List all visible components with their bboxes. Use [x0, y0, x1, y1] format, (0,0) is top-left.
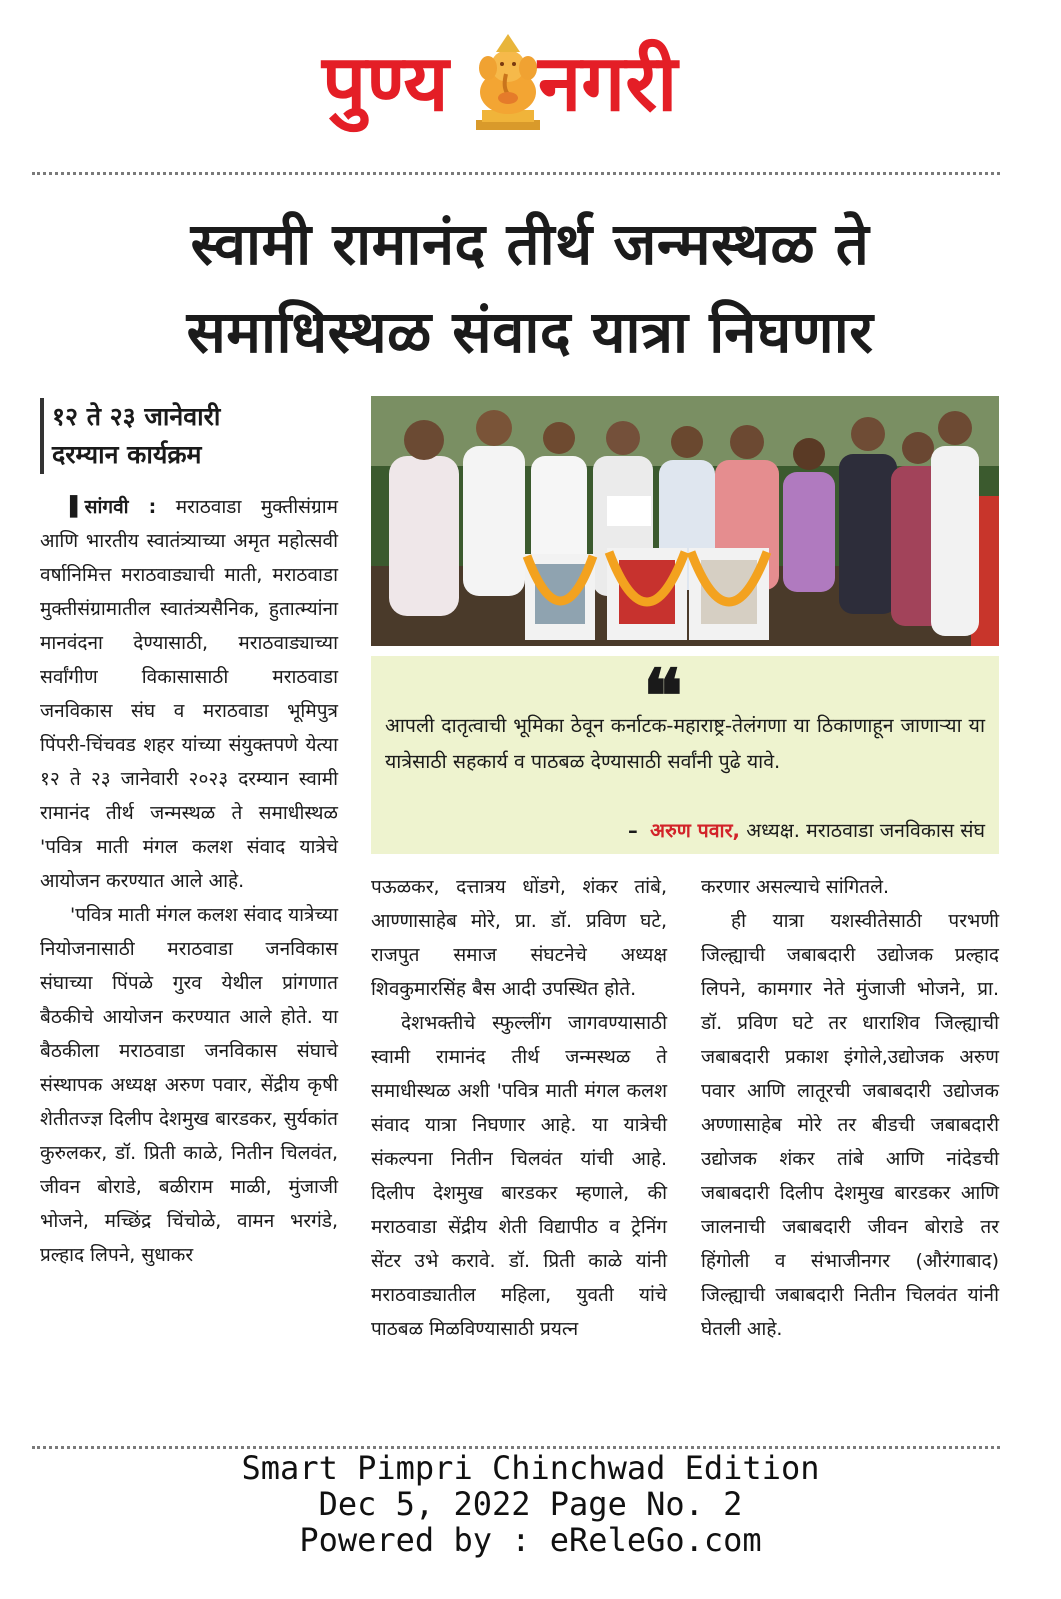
masthead [0, 30, 1061, 140]
ganesha-logo-icon [472, 34, 544, 132]
pull-quote-text: आपली दातृत्वाची भूमिका ठेवून कर्नाटक-महाराष्ट्र-तेलंगणा या ठिकाणाहून जाणाऱ्या या यात्रेसाठी सहकार्य व पाठबळ देण्यासाठी सर्वांनी पुढे यावे. [385, 714, 985, 773]
subheading-line-1: १२ ते २३ जानेवारी [52, 402, 221, 431]
footer-powered-by: Powered by : eReleGo.com [299, 1521, 762, 1559]
subheading [40, 398, 362, 474]
pull-quote-box [371, 656, 999, 854]
group-photo-image [371, 396, 999, 646]
footer-edition: Smart Pimpri Chinchwad Edition [241, 1449, 820, 1487]
quote-mark-icon: ❝ [643, 654, 683, 740]
article-column-3 [701, 870, 999, 1346]
edition-footer [0, 1450, 1061, 1558]
headline-line-2: समाधिस्थळ संवाद यात्रा निघणार [186, 298, 874, 366]
article-paragraph: ▌सांगवी : मराठवाडा मुक्तीसंग्राम आणि भारतीय स्वातंत्र्याच्या अमृत महोत्सवी वर्षानिमित्त मराठवाड्याची माती, मराठवाडा मुक्तीसंग्रामातील स्वातंत्र्यसैनिक, हुतात्म्यांना मानवंदना देण्यासाठी, मराठवाड्याच्या सर्वांगीण विकासासाठी मराठवाडा जनविकास संघ व मराठवाडा भूमिपुत्र पिंपरी-चिंचवड शहर यांच्या संयुक्तपणे येत्या १२ ते २३ जानेवारी २०२३ दरम्यान स्वामी रामानंद तीर्थ जन्मस्थळ ते समाधीस्थळ 'पवित्र माती मंगल कलश संवाद यात्रेचे आयोजन करण्यात आले आहे. [40, 496, 338, 892]
footer-date-page: Dec 5, 2022 Page No. 2 [318, 1485, 743, 1523]
pull-quote-attribution: – अरुण पवार, अध्यक्ष. मराठवाडा जनविकास संघ [628, 819, 985, 842]
article-paragraph: करणार असल्याचे सांगितले. [701, 876, 890, 898]
subheading-line-2: दरम्यान कार्यक्रम [52, 440, 202, 469]
masthead-title-left: पुण्य [322, 39, 449, 129]
quote-speaker-role: अध्यक्ष. मराठवाडा जनविकास संघ [746, 819, 985, 842]
dateline: सांगवी : [84, 496, 157, 518]
headline [30, 200, 1030, 376]
top-divider [32, 172, 1000, 175]
article-paragraph: ही यात्रा यशस्वीतेसाठी परभणी जिल्ह्याची जबाबदारी उद्योजक प्रल्हाद लिपने, कामगार नेते मुंजाजी भोजने, प्रा. डॉ. प्रविण घटे तर धाराशिव जिल्ह्याची जबाबदारी प्रकाश इंगोले,उद्योजक अरुण पवार आणि लातूरची जबाबदारी उद्योजक अण्णासाहेब मोरे तर बीडची जबाबदारी उद्योजक शंकर तांबे आणि नांदेडची जबाबदारी दिलीप देशमुख बारडकर आणि जालनाची जबाबदारी जीवन बोराडे तर हिंगोली व संभाजीनगर (औरंगाबाद) जिल्ह्याची जबाबदारी नितीन चिलवंत यांनी घेतली आहे. [701, 910, 999, 1340]
article-paragraph: देशभक्तीचे स्फुल्लींग जागवण्यासाठी स्वामी रामानंद तीर्थ जन्मस्थळ ते समाधीस्थळ अशी 'पवित्र माती मंगल कलश संवाद यात्रा निघणार आहे. या यात्रेची संकल्पना नितीन चिलवंत यांची आहे. दिलीप देशमुख बारडकर म्हणाले, की मराठवाडा सेंद्रीय शेती विद्यापीठ व ट्रेनिंग सेंटर उभे करावे. डॉ. प्रिती काळे यांनी मराठवाड्यातील महिला, युवती यांचे पाठबळ मिळविण्यासाठी प्रयत्न [371, 1012, 667, 1340]
article-column-1 [40, 490, 338, 1272]
quote-speaker: अरुण पवार, [650, 819, 740, 842]
article-column-2 [371, 870, 667, 1346]
article-paragraph: 'पवित्र माती मंगल कलश संवाद यात्रेच्या नियोजनासाठी मराठवाडा जनविकास संघाच्या पिंपळे गुरव येथील प्रांगणात बैठकीचे आयोजन करण्यात आले होते. या बैठकीला मराठवाडा जनविकास संघाचे संस्थापक अध्यक्ष अरुण पवार, सेंद्रीय कृषी शेतीतज्ज्ञ दिलीप देशमुख बारडकर, सुर्यकांत कुरुलकर, डॉ. प्रिती काळे, नितीन चिलवंत, जीवन बोराडे, बळीराम माळी, मुंजाजी भोजने, मच्छिंद्र चिंचोळे, वामन भरगंडे, प्रल्हाद लिपने, सुधाकर [40, 904, 338, 1266]
article-paragraph: पऊळकर, दत्तात्रय धोंडगे, शंकर तांबे, आण्णासाहेब मोरे, प्रा. डॉ. प्रविण घटे, राजपुत समाज संघटनेचे अध्यक्ष शिवकुमारसिंह बैस आदी उपस्थित होते. [371, 876, 667, 1000]
headline-line-1: स्वामी रामानंद तीर्थ जन्मस्थळ ते [190, 210, 870, 278]
masthead-title-right: नगरी [538, 39, 678, 129]
